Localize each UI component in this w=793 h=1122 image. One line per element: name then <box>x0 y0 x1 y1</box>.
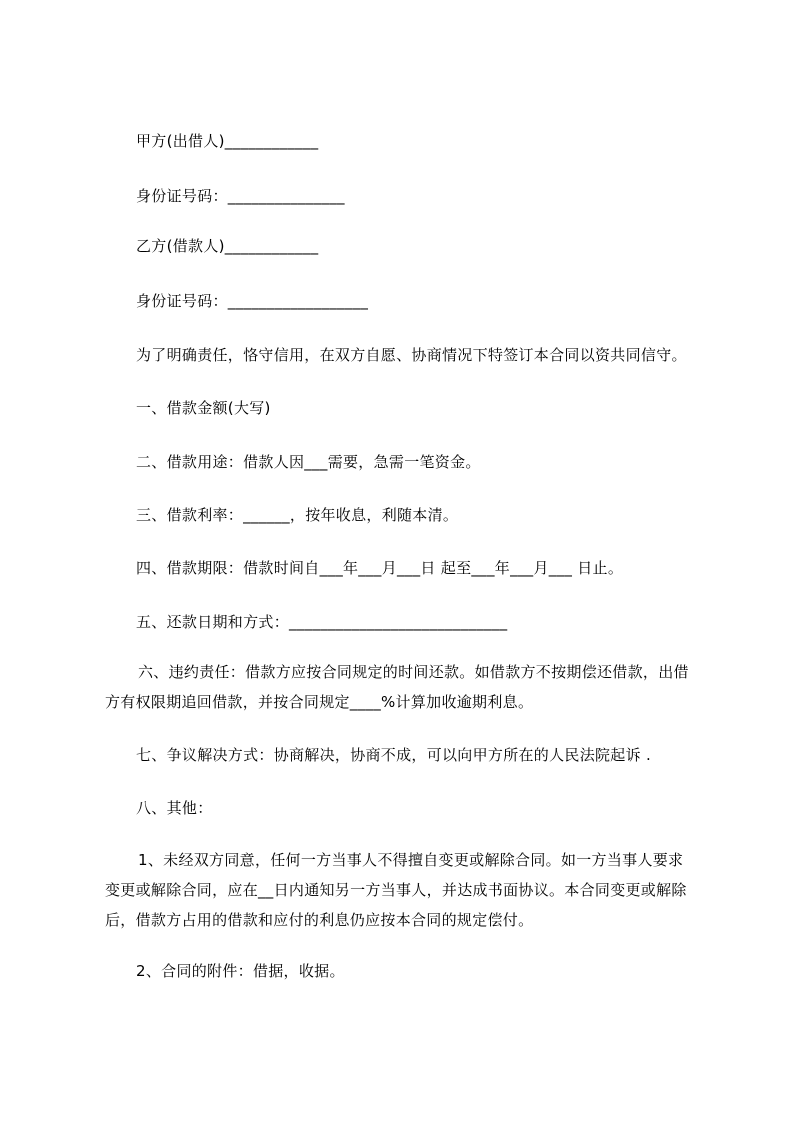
clause-4-loan-term: 四、借款期限：借款时间自___年___月___日 起至___年___月___ 日止。 <box>136 559 624 577</box>
party-b-id-line: 身份证号码：__________________ <box>136 292 369 310</box>
clause-6-liability: 六、违约责任：借款方应按合同规定的时间还款。如借款方不按期偿还借款，出借方有权限期追回借款，并按合同规定____%计算加收逾期利息。 <box>105 663 689 711</box>
party-a-id-line: 身份证号码：_______________ <box>136 187 345 205</box>
clause-8-2-attachments: 2、合同的附件：借据，收据。 <box>136 962 345 980</box>
party-b-line: 乙方(借款人)____________ <box>136 237 319 255</box>
clause-3-interest-rate: 三、借款利率：______，按年收息，利随本清。 <box>136 506 459 524</box>
intro-paragraph: 为了明确责任，恪守信用，在双方自愿、协商情况下特签订本合同以资共同信守。 <box>136 346 687 364</box>
clause-8-1-modification: 1、未经双方同意，任何一方当事人不得擅自变更或解除合同。如一方当事人要求变更或解除合同，应在__日内通知另一方当事人，并达成书面协议。本合同变更或解除后，借款方占用的借款和应付的利息仍应按本合同的规定偿付。 <box>105 851 687 929</box>
party-a-line: 甲方(出借人)____________ <box>136 132 319 150</box>
clause-2-loan-purpose: 二、借款用途：借款人因___需要，急需一笔资金。 <box>136 453 481 471</box>
clause-5-repayment: 五、还款日期和方式：____________________________ <box>136 613 508 631</box>
clause-1-loan-amount: 一、借款金额(大写) <box>136 399 271 417</box>
clause-7-dispute: 七、争议解决方式：协商解决，协商不成，可以向甲方所在的人民法院起诉 . <box>136 746 652 764</box>
clause-8-other: 八、其他： <box>136 799 213 817</box>
